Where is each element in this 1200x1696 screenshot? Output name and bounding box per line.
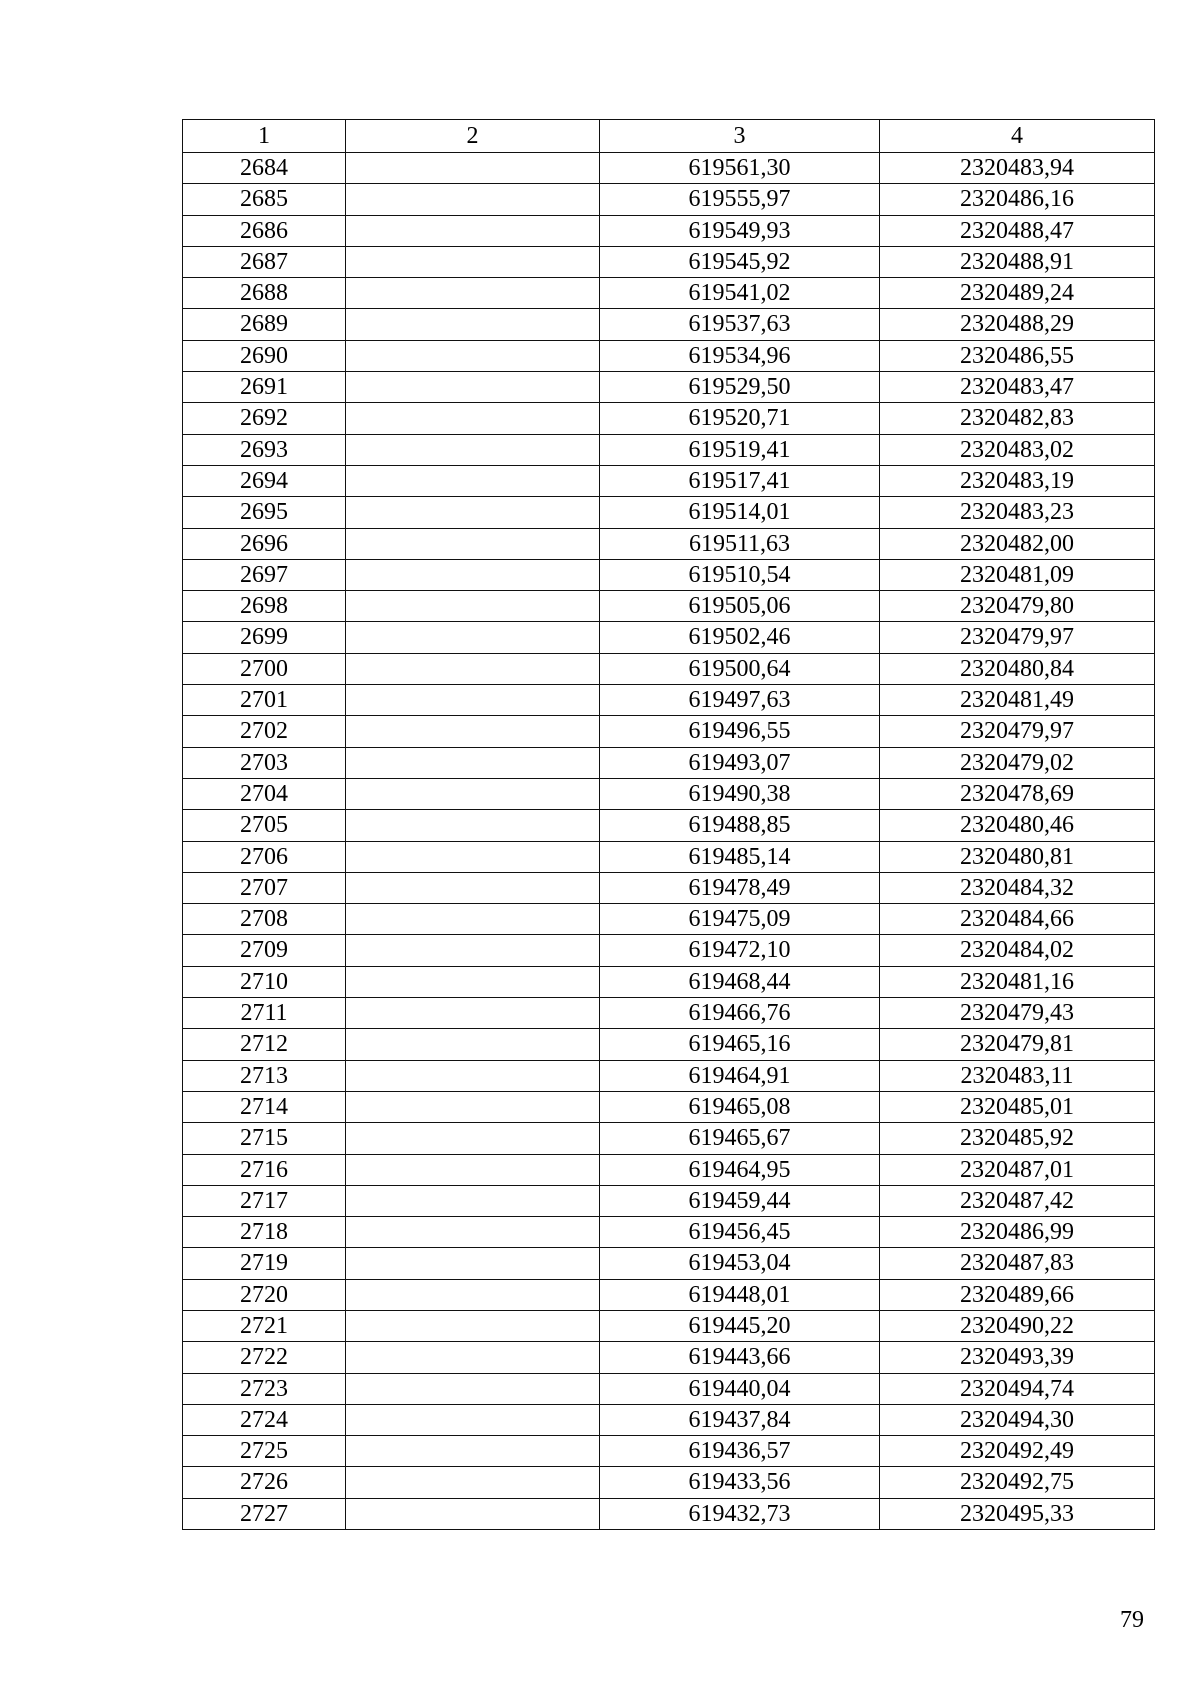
table-row (183, 1154, 1155, 1185)
coordinate-y-cell: 2320480,46 (880, 810, 1155, 841)
coordinate-x-cell: 619496,55 (600, 716, 880, 747)
table-row (183, 1217, 1155, 1248)
table-row (183, 1185, 1155, 1216)
coordinate-x-cell: 619465,08 (600, 1091, 880, 1122)
coordinate-y-cell: 2320492,75 (880, 1467, 1155, 1498)
coordinate-y-cell: 2320483,11 (880, 1060, 1155, 1091)
header-row (183, 120, 1155, 153)
table-row (183, 1060, 1155, 1091)
coordinate-y-cell: 2320485,92 (880, 1123, 1155, 1154)
coordinate-x-cell: 619432,73 (600, 1498, 880, 1529)
point-number-cell: 2685 (183, 184, 346, 215)
column-2-cell (346, 1404, 600, 1435)
table-row (183, 1091, 1155, 1122)
point-number-cell: 2716 (183, 1154, 346, 1185)
column-2-cell (346, 372, 600, 403)
coordinate-x-cell: 619465,67 (600, 1123, 880, 1154)
point-number-cell: 2717 (183, 1185, 346, 1216)
column-2-cell (346, 403, 600, 434)
coordinate-x-cell: 619510,54 (600, 559, 880, 590)
point-number-cell: 2703 (183, 747, 346, 778)
coordinate-y-cell: 2320483,19 (880, 465, 1155, 496)
table-row (183, 653, 1155, 684)
coordinate-x-cell: 619436,57 (600, 1436, 880, 1467)
point-number-cell: 2696 (183, 528, 346, 559)
coordinate-y-cell: 2320488,47 (880, 215, 1155, 246)
coordinate-y-cell: 2320489,66 (880, 1279, 1155, 1310)
coordinate-y-cell: 2320494,74 (880, 1373, 1155, 1404)
column-2-cell (346, 841, 600, 872)
coordinate-x-cell: 619514,01 (600, 497, 880, 528)
column-2-cell (346, 904, 600, 935)
column-2-cell (346, 1498, 600, 1529)
point-number-cell: 2690 (183, 340, 346, 371)
column-2-cell (346, 1310, 600, 1341)
coordinate-x-cell: 619555,97 (600, 184, 880, 215)
column-2-cell (346, 685, 600, 716)
column-2-cell (346, 1185, 600, 1216)
column-2-cell (346, 591, 600, 622)
coordinate-y-cell: 2320480,81 (880, 841, 1155, 872)
point-number-cell: 2698 (183, 591, 346, 622)
point-number-cell: 2714 (183, 1091, 346, 1122)
point-number-cell: 2721 (183, 1310, 346, 1341)
point-number-cell: 2707 (183, 872, 346, 903)
column-2-cell (346, 340, 600, 371)
point-number-cell: 2693 (183, 434, 346, 465)
point-number-cell: 2719 (183, 1248, 346, 1279)
point-number-cell: 2701 (183, 685, 346, 716)
coordinate-x-cell: 619534,96 (600, 340, 880, 371)
point-number-cell: 2700 (183, 653, 346, 684)
table-row (183, 215, 1155, 246)
coordinate-y-cell: 2320482,00 (880, 528, 1155, 559)
table-row (183, 497, 1155, 528)
point-number-cell: 2699 (183, 622, 346, 653)
coordinate-y-cell: 2320479,81 (880, 1029, 1155, 1060)
coordinate-x-cell: 619561,30 (600, 153, 880, 184)
coordinate-y-cell: 2320479,97 (880, 622, 1155, 653)
coordinate-x-cell: 619464,91 (600, 1060, 880, 1091)
point-number-cell: 2694 (183, 465, 346, 496)
coordinate-x-cell: 619485,14 (600, 841, 880, 872)
point-number-cell: 2692 (183, 403, 346, 434)
column-header-2: 2 (346, 120, 600, 153)
coordinate-x-cell: 619541,02 (600, 278, 880, 309)
coordinate-y-cell: 2320482,83 (880, 403, 1155, 434)
coordinate-x-cell: 619445,20 (600, 1310, 880, 1341)
point-number-cell: 2725 (183, 1436, 346, 1467)
coordinate-x-cell: 619453,04 (600, 1248, 880, 1279)
coordinate-x-cell: 619537,63 (600, 309, 880, 340)
coordinate-x-cell: 619488,85 (600, 810, 880, 841)
coordinate-x-cell: 619519,41 (600, 434, 880, 465)
column-2-cell (346, 1373, 600, 1404)
coordinate-y-cell: 2320485,01 (880, 1091, 1155, 1122)
column-2-cell (346, 966, 600, 997)
coordinate-y-cell: 2320486,55 (880, 340, 1155, 371)
coordinate-y-cell: 2320481,16 (880, 966, 1155, 997)
coordinate-x-cell: 619520,71 (600, 403, 880, 434)
coordinate-x-cell: 619497,63 (600, 685, 880, 716)
column-2-cell (346, 497, 600, 528)
point-number-cell: 2689 (183, 309, 346, 340)
coordinate-y-cell: 2320489,24 (880, 278, 1155, 309)
coordinate-x-cell: 619529,50 (600, 372, 880, 403)
table-row (183, 841, 1155, 872)
table-row (183, 1310, 1155, 1341)
table-row (183, 1029, 1155, 1060)
table-row (183, 184, 1155, 215)
coordinate-x-cell: 619502,46 (600, 622, 880, 653)
table-row (183, 1404, 1155, 1435)
column-2-cell (346, 465, 600, 496)
point-number-cell: 2687 (183, 246, 346, 277)
column-2-cell (346, 1123, 600, 1154)
column-2-cell (346, 810, 600, 841)
coordinate-x-cell: 619549,93 (600, 215, 880, 246)
coordinate-x-cell: 619456,45 (600, 1217, 880, 1248)
point-number-cell: 2720 (183, 1279, 346, 1310)
coordinate-y-cell: 2320490,22 (880, 1310, 1155, 1341)
column-2-cell (346, 1091, 600, 1122)
column-2-cell (346, 622, 600, 653)
table-row (183, 935, 1155, 966)
point-number-cell: 2726 (183, 1467, 346, 1498)
table-row (183, 872, 1155, 903)
column-2-cell (346, 528, 600, 559)
coordinate-y-cell: 2320479,02 (880, 747, 1155, 778)
coordinate-y-cell: 2320483,47 (880, 372, 1155, 403)
column-2-cell (346, 1248, 600, 1279)
coordinate-y-cell: 2320483,02 (880, 434, 1155, 465)
coordinate-x-cell: 619517,41 (600, 465, 880, 496)
coordinate-y-cell: 2320493,39 (880, 1342, 1155, 1373)
coordinate-x-cell: 619464,95 (600, 1154, 880, 1185)
table-row (183, 340, 1155, 371)
point-number-cell: 2708 (183, 904, 346, 935)
point-number-cell: 2718 (183, 1217, 346, 1248)
coordinate-x-cell: 619493,07 (600, 747, 880, 778)
table-row (183, 1467, 1155, 1498)
table-row (183, 278, 1155, 309)
column-2-cell (346, 434, 600, 465)
point-number-cell: 2722 (183, 1342, 346, 1373)
table-row (183, 434, 1155, 465)
column-2-cell (346, 935, 600, 966)
point-number-cell: 2711 (183, 998, 346, 1029)
coordinate-x-cell: 619443,66 (600, 1342, 880, 1373)
column-header-1: 1 (183, 120, 346, 153)
point-number-cell: 2713 (183, 1060, 346, 1091)
coordinate-x-cell: 619437,84 (600, 1404, 880, 1435)
coordinate-y-cell: 2320486,16 (880, 184, 1155, 215)
coordinate-x-cell: 619468,44 (600, 966, 880, 997)
page-number: 79 (1120, 1607, 1144, 1633)
point-number-cell: 2710 (183, 966, 346, 997)
coordinate-y-cell: 2320486,99 (880, 1217, 1155, 1248)
coordinate-y-cell: 2320479,97 (880, 716, 1155, 747)
coordinate-y-cell: 2320484,66 (880, 904, 1155, 935)
table-row (183, 747, 1155, 778)
coordinate-y-cell: 2320483,23 (880, 497, 1155, 528)
coordinate-y-cell: 2320494,30 (880, 1404, 1155, 1435)
table-row (183, 904, 1155, 935)
coordinate-x-cell: 619490,38 (600, 778, 880, 809)
coordinate-y-cell: 2320492,49 (880, 1436, 1155, 1467)
table-row (183, 372, 1155, 403)
column-2-cell (346, 215, 600, 246)
table-row (183, 1123, 1155, 1154)
coordinate-y-cell: 2320483,94 (880, 153, 1155, 184)
column-2-cell (346, 309, 600, 340)
point-number-cell: 2727 (183, 1498, 346, 1529)
table-row (183, 1436, 1155, 1467)
column-2-cell (346, 716, 600, 747)
coordinate-x-cell: 619465,16 (600, 1029, 880, 1060)
column-2-cell (346, 278, 600, 309)
column-2-cell (346, 1342, 600, 1373)
point-number-cell: 2704 (183, 778, 346, 809)
coordinate-x-cell: 619448,01 (600, 1279, 880, 1310)
table-row (183, 778, 1155, 809)
point-number-cell: 2724 (183, 1404, 346, 1435)
column-2-cell (346, 246, 600, 277)
coordinate-y-cell: 2320495,33 (880, 1498, 1155, 1529)
table-row (183, 559, 1155, 590)
column-header-4: 4 (880, 120, 1155, 153)
coordinate-y-cell: 2320484,32 (880, 872, 1155, 903)
coordinate-y-cell: 2320481,09 (880, 559, 1155, 590)
coordinate-y-cell: 2320478,69 (880, 778, 1155, 809)
coordinate-y-cell: 2320487,01 (880, 1154, 1155, 1185)
coordinate-y-cell: 2320480,84 (880, 653, 1155, 684)
point-number-cell: 2705 (183, 810, 346, 841)
table-row (183, 153, 1155, 184)
column-2-cell (346, 1467, 600, 1498)
table-body (183, 153, 1155, 1530)
point-number-cell: 2702 (183, 716, 346, 747)
point-number-cell: 2709 (183, 935, 346, 966)
column-2-cell (346, 872, 600, 903)
table-row (183, 246, 1155, 277)
point-number-cell: 2688 (183, 278, 346, 309)
coordinate-y-cell: 2320487,42 (880, 1185, 1155, 1216)
point-number-cell: 2706 (183, 841, 346, 872)
coordinates-table (182, 119, 1155, 1530)
table-row (183, 528, 1155, 559)
column-2-cell (346, 778, 600, 809)
coordinate-y-cell: 2320488,91 (880, 246, 1155, 277)
point-number-cell: 2723 (183, 1373, 346, 1404)
table-row (183, 1342, 1155, 1373)
table-row (183, 685, 1155, 716)
column-2-cell (346, 1436, 600, 1467)
column-2-cell (346, 153, 600, 184)
coordinate-x-cell: 619472,10 (600, 935, 880, 966)
table-row (183, 1279, 1155, 1310)
column-2-cell (346, 184, 600, 215)
table-row (183, 403, 1155, 434)
point-number-cell: 2691 (183, 372, 346, 403)
table-header (183, 120, 1155, 153)
coordinate-y-cell: 2320487,83 (880, 1248, 1155, 1279)
point-number-cell: 2697 (183, 559, 346, 590)
table-row (183, 716, 1155, 747)
table-row (183, 966, 1155, 997)
coordinate-x-cell: 619505,06 (600, 591, 880, 622)
point-number-cell: 2715 (183, 1123, 346, 1154)
table-row (183, 1248, 1155, 1279)
column-2-cell (346, 1154, 600, 1185)
table-row (183, 465, 1155, 496)
coordinate-y-cell: 2320488,29 (880, 309, 1155, 340)
table-row (183, 998, 1155, 1029)
coordinate-y-cell: 2320479,80 (880, 591, 1155, 622)
coordinate-x-cell: 619545,92 (600, 246, 880, 277)
table-row (183, 591, 1155, 622)
table-row (183, 309, 1155, 340)
column-2-cell (346, 998, 600, 1029)
point-number-cell: 2712 (183, 1029, 346, 1060)
table-row (183, 622, 1155, 653)
coordinate-x-cell: 619466,76 (600, 998, 880, 1029)
coordinate-y-cell: 2320481,49 (880, 685, 1155, 716)
column-header-3: 3 (600, 120, 880, 153)
column-2-cell (346, 1217, 600, 1248)
table-row (183, 1373, 1155, 1404)
coordinate-x-cell: 619478,49 (600, 872, 880, 903)
coordinate-y-cell: 2320479,43 (880, 998, 1155, 1029)
coordinate-x-cell: 619459,44 (600, 1185, 880, 1216)
coordinate-x-cell: 619500,64 (600, 653, 880, 684)
point-number-cell: 2686 (183, 215, 346, 246)
coordinate-y-cell: 2320484,02 (880, 935, 1155, 966)
point-number-cell: 2695 (183, 497, 346, 528)
column-2-cell (346, 1029, 600, 1060)
column-2-cell (346, 1060, 600, 1091)
table-row (183, 1498, 1155, 1529)
table-row (183, 810, 1155, 841)
column-2-cell (346, 1279, 600, 1310)
column-2-cell (346, 653, 600, 684)
column-2-cell (346, 747, 600, 778)
coordinate-x-cell: 619475,09 (600, 904, 880, 935)
coordinate-x-cell: 619433,56 (600, 1467, 880, 1498)
coordinate-x-cell: 619511,63 (600, 528, 880, 559)
point-number-cell: 2684 (183, 153, 346, 184)
coordinate-x-cell: 619440,04 (600, 1373, 880, 1404)
column-2-cell (346, 559, 600, 590)
